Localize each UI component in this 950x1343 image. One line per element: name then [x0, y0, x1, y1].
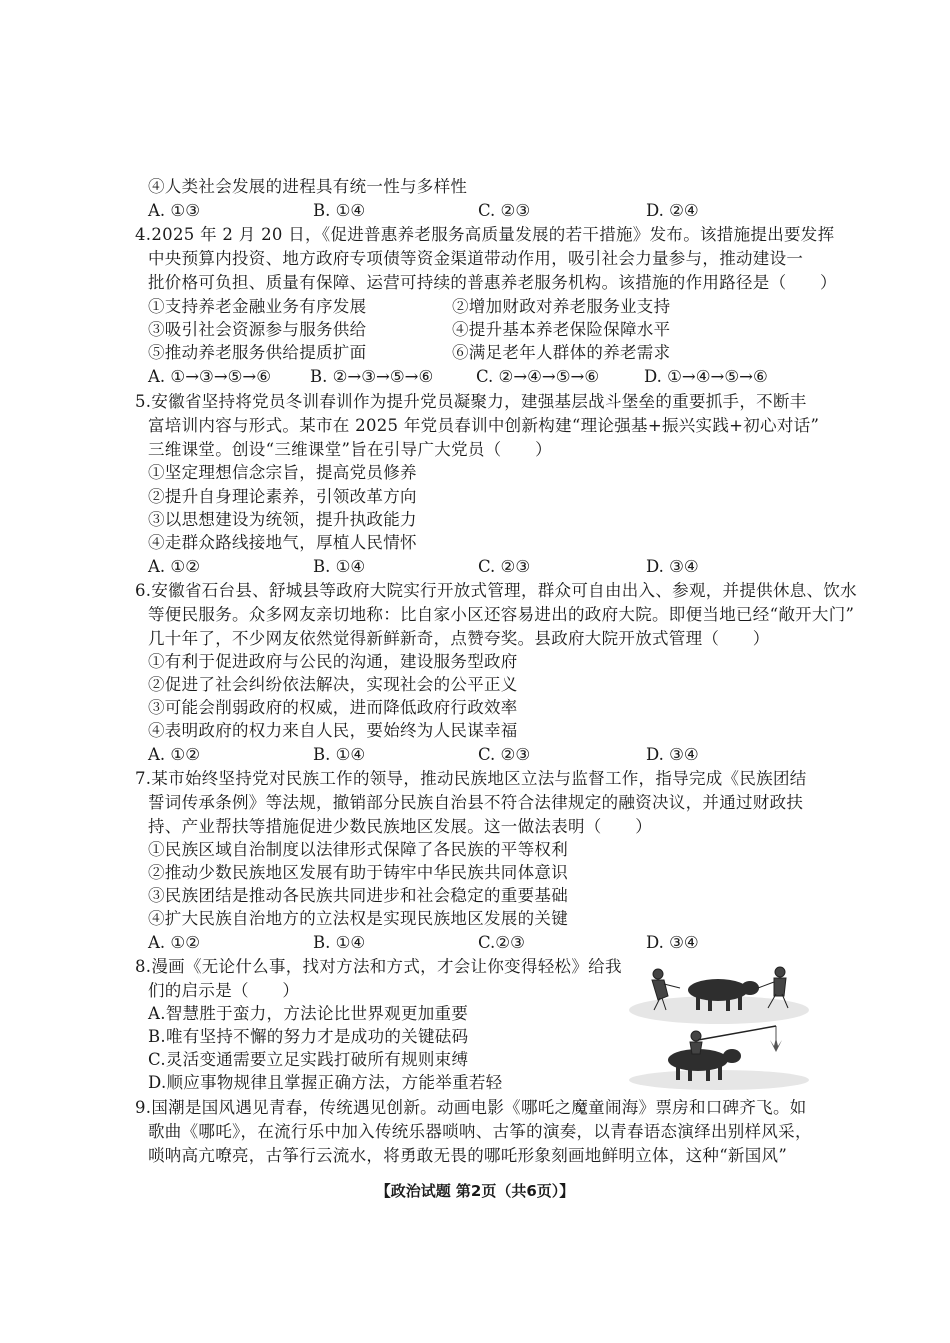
q9-stem-line-3: 唢呐高亢嘹亮，古筝行云流水，将勇敢无畏的哪吒形象刻画地鲜明立体，这种“新国风” — [148, 1146, 788, 1165]
q7-item-4: ④扩大民族自治地方的立法权是实现民族地区发展的关键 — [148, 909, 568, 928]
q8-stem-line-1: 8.漫画《无论什么事，找对方法和方式，才会让你变得轻松》给我 — [135, 957, 622, 976]
q5-stem-line-2: 富培训内容与形式。某市在 2025 年党员春训中创新构建“理论强基+振兴实践+初心对话” — [148, 416, 820, 435]
q5-option-d: D. ③④ — [646, 557, 699, 576]
q7-stem-line-1: 7.某市始终坚持党对民族工作的领导，推动民族地区立法与监督工作，指导完成《民族团结 — [135, 769, 807, 788]
q6-option-d: D. ③④ — [646, 745, 699, 764]
cartoon-grass-bait — [770, 1038, 782, 1052]
q5-item-1: ①坚定理想信念宗旨，提高党员修养 — [148, 463, 417, 482]
q5-item-2: ②提升自身理论素养，引领改革方向 — [148, 487, 417, 506]
q4-option-d: D. ①→④→⑤→⑥ — [644, 367, 768, 386]
q7-item-2: ②推动少数民族地区发展有助于铸牢中华民族共同体意识 — [148, 863, 568, 882]
q7-option-c: C.②③ — [478, 933, 525, 952]
q6-stem-line-2: 等便民服务。众多网友亲切地称：比自家小区还容易进出的政府大院。即便当地已经“敞开大门” — [148, 605, 855, 624]
q3-option-a: A. ①③ — [148, 201, 200, 220]
q7-option-b: B. ①④ — [313, 933, 366, 952]
q6-item-3: ③可能会削弱政府的权威，进而降低政府行政效率 — [148, 698, 518, 717]
q3-option-c: C. ②③ — [478, 201, 531, 220]
q6-item-1: ①有利于促进政府与公民的沟通，建设服务型政府 — [148, 652, 518, 671]
q7-option-d: D. ③④ — [646, 933, 699, 952]
q5-stem-line-3: 三维课堂。创设“三维课堂”旨在引导广大党员（ ） — [148, 440, 552, 459]
q7-stem-line-3: 持、产业帮扶等措施促进少数民族地区发展。这一做法表明（ ） — [148, 817, 652, 836]
q8-option-a: A.智慧胜于蛮力，方法论比世界观更加重要 — [148, 1004, 469, 1023]
q7-stem-line-2: 誓词传承条例》等法规，撤销部分民族自治县不符合法律规定的融资决议，并通过财政扶 — [148, 793, 804, 812]
q4-item-4: ④提升基本养老保险保障水平 — [452, 320, 671, 339]
q5-item-4: ④走群众路线接地气，厚植人民情怀 — [148, 533, 417, 552]
q7-item-3: ③民族团结是推动各民族共同进步和社会稳定的重要基础 — [148, 886, 568, 905]
cartoon-illustration — [628, 960, 810, 1090]
q9-stem-line-2: 歌曲《哪吒》，在流行乐中加入传统乐器唢呐、古筝的演奏，以青春语态演绎出别样风采， — [148, 1122, 812, 1141]
q4-item-5: ⑤推动养老服务供给提质扩面 — [148, 343, 367, 362]
q5-item-3: ③以思想建设为统领，提升执政能力 — [148, 510, 417, 529]
q3-option-b: B. ①④ — [313, 201, 366, 220]
q6-option-a: A. ①② — [148, 745, 200, 764]
q8-option-b: B.唯有坚持不懈的努力才是成功的关键砝码 — [148, 1027, 469, 1046]
q8-option-d: D.顺应事物规律且掌握正确方法，方能举重若轻 — [148, 1073, 503, 1092]
q3-option-d: D. ②④ — [646, 201, 699, 220]
q4-item-3: ③吸引社会资源参与服务供给 — [148, 320, 367, 339]
q6-stem-line-1: 6.安徽省石台县、舒城县等政府大院实行开放式管理，群众可自由出入、参观，并提供休息、饮水 — [135, 581, 857, 600]
q5-option-c: C. ②③ — [478, 557, 531, 576]
q5-option-b: B. ①④ — [313, 557, 366, 576]
q8-option-c: C.灵活变通需要立足实践打破所有规则束缚 — [148, 1050, 469, 1069]
q3-item-4: ④人类社会发展的进程具有统一性与多样性 — [148, 177, 468, 196]
q5-stem-line-1: 5.安徽省坚持将党员冬训春训作为提升党员凝聚力，建强基层战斗堡垒的重要抓手，不断丰 — [135, 392, 807, 411]
q4-option-b: B. ②→③→⑤→⑥ — [310, 367, 434, 386]
q4-item-1: ①支持养老金融业务有序发展 — [148, 297, 367, 316]
q6-item-4: ④表明政府的权力来自人民，要始终为人民谋幸福 — [148, 721, 518, 740]
q4-stem-line-2: 中央预算内投资、地方政府专项债等资金渠道带动作用，吸引社会力量参与，推动建设一 — [148, 249, 804, 268]
q6-item-2: ②促进了社会纠纷依法解决，实现社会的公平正义 — [148, 675, 518, 694]
q6-option-c: C. ②③ — [478, 745, 531, 764]
page-footer: 【政治试题 第2页（共6页）】 — [375, 1182, 575, 1200]
q5-option-a: A. ①② — [148, 557, 200, 576]
q4-stem-line-3: 批价格可负担、质量有保障、运营可持续的普惠养老服务机构。该措施的作用路径是（ ） — [148, 273, 837, 292]
q4-stem-line-1: 4.2025 年 2 月 20 日，《促进普惠养老服务高质量发展的若干措施》发布。该措施提出要发挥 — [135, 225, 835, 244]
q7-option-a: A. ①② — [148, 933, 200, 952]
q6-option-b: B. ①④ — [313, 745, 366, 764]
q4-option-c: C. ②→④→⑤→⑥ — [476, 367, 600, 386]
q4-item-2: ②增加财政对养老服务业支持 — [452, 297, 671, 316]
q8-stem-line-2: 们的启示是（ ） — [148, 981, 300, 1000]
q4-item-6: ⑥满足老年人群体的养老需求 — [452, 343, 671, 362]
q7-item-1: ①民族区域自治制度以法律形式保障了各民族的平等权利 — [148, 840, 568, 859]
q6-stem-line-3: 几十年了，不少网友依然觉得新鲜新奇，点赞夸奖。县政府大院开放式管理（ ） — [148, 629, 770, 648]
q9-stem-line-1: 9.国潮是国风遇见青春，传统遇见创新。动画电影《哪吒之魔童闹海》票房和口碑齐飞。如 — [135, 1098, 807, 1117]
q4-option-a: A. ①→③→⑤→⑥ — [148, 367, 272, 386]
